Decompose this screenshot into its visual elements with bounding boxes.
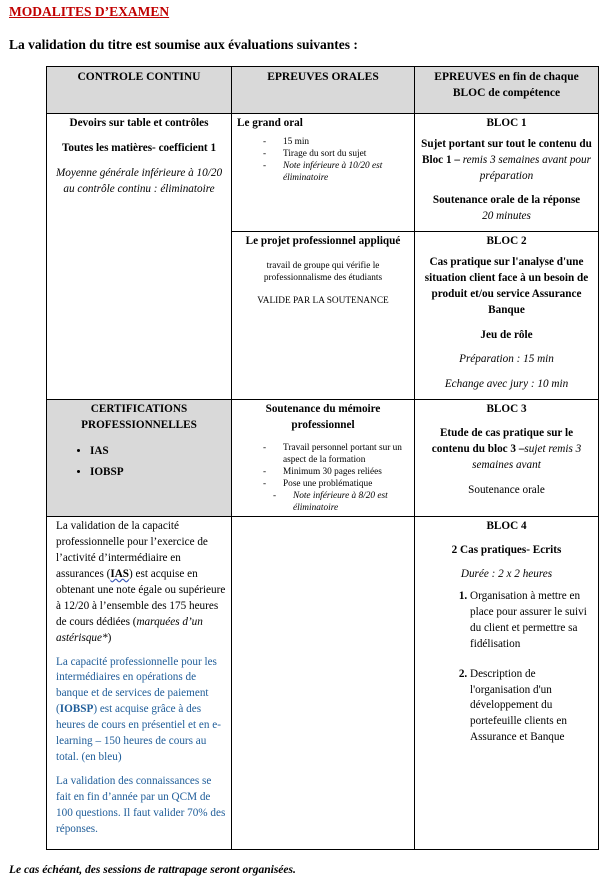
list-item: • IAS xyxy=(90,444,226,460)
footer-note: Le cas échéant, des sessions de rattrapage seront organisées. xyxy=(9,864,296,876)
table-row xyxy=(47,517,599,850)
bloc-2-prep: Préparation : 15 min xyxy=(459,353,554,366)
bloc-4-duree: Durée : 2 x 2 heures xyxy=(460,568,553,581)
list-item: - Minimum 30 pages reliées xyxy=(237,466,409,478)
cell-bloc-3 xyxy=(415,400,599,517)
cc-note: Moyenne générale inférieure à 10/20 au contrôle continu : éliminatoire xyxy=(55,166,223,195)
list-item: 1. Organisation à mettre en place pour assurer le suivi du client et permettre sa fidélisation xyxy=(470,589,593,653)
grand-oral-list xyxy=(237,136,409,184)
bloc-3-title: BLOC 3 xyxy=(486,403,527,415)
list-item: - Note inférieure à 8/20 est éliminatoire xyxy=(237,490,409,514)
list-item: - Travail personnel portant sur un aspect de la formation xyxy=(237,442,409,466)
intro-text: La validation du titre est soumise aux évaluations suivantes : xyxy=(9,37,358,52)
cell-memoire xyxy=(232,400,415,517)
cell-controle-continu xyxy=(47,114,232,400)
list-item: • IOBSP xyxy=(90,465,226,481)
cc-subtitle: Toutes les matières- coefficient 1 xyxy=(61,141,217,154)
cell-bloc-4 xyxy=(415,517,599,850)
ias-paragraph: La validation de la capacité professionnelle pour l’exercice de l’activité d’intermédiaire en assurances (IAS) est acquise en obtenant une note égale ou supérieure à 12/20 à l’ensemble des 175 heures de cours dédiées (marquées d’un astérisque*) xyxy=(56,520,226,644)
header-epreuves-fin-bloc: EPREUVES en fin de chaque BLOC de compétence xyxy=(415,67,599,114)
cc-title: Devoirs sur table et contrôles xyxy=(69,117,209,129)
list-item: - Tirage du sort du sujet xyxy=(237,148,409,160)
qcm-paragraph: La validation des connaissances se fait en fin d’année par un QCM de 100 questions. Il faut valider 70% des réponses. xyxy=(56,774,226,835)
memoire-list xyxy=(237,442,409,514)
ias-tag: IAS xyxy=(110,568,130,580)
bloc-1-soutenance: Soutenance orale de la réponse xyxy=(432,193,581,206)
bloc-3-case-note: sujet remis 3 semaines avant xyxy=(472,442,582,471)
cert-title: CERTIFICATIONS PROFESSIONNELLES xyxy=(81,403,197,431)
bloc-2-echange: Echange avec jury : 10 min xyxy=(444,378,569,391)
iobsp-tag: IOBSP xyxy=(59,703,94,716)
list-item: - Note inférieure à 10/20 est éliminatoire xyxy=(237,160,409,184)
projet-desc: travail de groupe qui vérifie le professionnalisme des étudiants xyxy=(263,260,383,284)
bloc-2-case: Cas pratique sur l'analyse d'une situation client face à un besoin de produit et/ou service Assurance Banque xyxy=(424,255,589,316)
exam-table xyxy=(46,66,599,850)
bloc-3-soutenance: Soutenance orale xyxy=(468,483,545,496)
cell-projet-professionnel xyxy=(232,232,415,400)
list-item: - 15 min xyxy=(237,136,409,148)
header-epreuves-orales: EPREUVES ORALES xyxy=(232,67,415,114)
grand-oral-title: Le grand oral xyxy=(237,117,303,129)
bloc-4-title: BLOC 4 xyxy=(486,520,527,533)
cell-empty xyxy=(232,517,415,850)
cell-grand-oral xyxy=(232,114,415,232)
projet-valide: VALIDE PAR LA SOUTENANCE xyxy=(257,296,389,306)
table-header-row xyxy=(47,67,599,114)
bloc-1-duration: 20 minutes xyxy=(482,209,531,222)
cell-capacite-pro xyxy=(47,517,232,850)
header-controle-continu: CONTROLE CONTINU xyxy=(47,67,232,114)
bloc-4-list xyxy=(420,589,593,746)
cell-bloc-1 xyxy=(415,114,599,232)
table-row xyxy=(47,114,599,232)
bloc-3-case: Etude de cas pratique sur le contenu du bloc 3 – xyxy=(431,426,574,455)
list-item: - Pose une problématique xyxy=(237,478,409,490)
bloc-1-subject: Sujet portant sur tout le contenu du Bloc 1 – xyxy=(421,137,592,166)
bloc-4-cas: 2 Cas pratiques- Ecrits xyxy=(451,544,562,557)
cell-certifications xyxy=(47,400,232,517)
cert-list xyxy=(52,444,226,481)
bloc-1-title: BLOC 1 xyxy=(486,117,527,129)
bloc-2-jeu: Jeu de rôle xyxy=(480,328,533,341)
page-title: MODALITES D’EXAMEN xyxy=(9,4,170,19)
projet-title: Le projet professionnel appliqué xyxy=(245,235,401,247)
table-row xyxy=(47,400,599,517)
list-item: 2. Description de l'organisation d'un développement du portefeuille clients en Assurance et Banque xyxy=(470,667,593,747)
memoire-title: Soutenance du mémoire professionnel xyxy=(265,403,381,431)
bloc-2-title: BLOC 2 xyxy=(486,235,527,247)
cell-bloc-2 xyxy=(415,232,599,400)
bloc-1-subject-note: remis 3 semaines avant pour préparation xyxy=(462,153,591,182)
iobsp-paragraph: La capacité professionnelle pour les intermédiaires en opérations de banque et de services de paiement (IOBSP) est acquise grâce à des heures de cours en présentiel et en e-learning – 150 heures de cours au total. (en bleu) xyxy=(56,655,221,763)
